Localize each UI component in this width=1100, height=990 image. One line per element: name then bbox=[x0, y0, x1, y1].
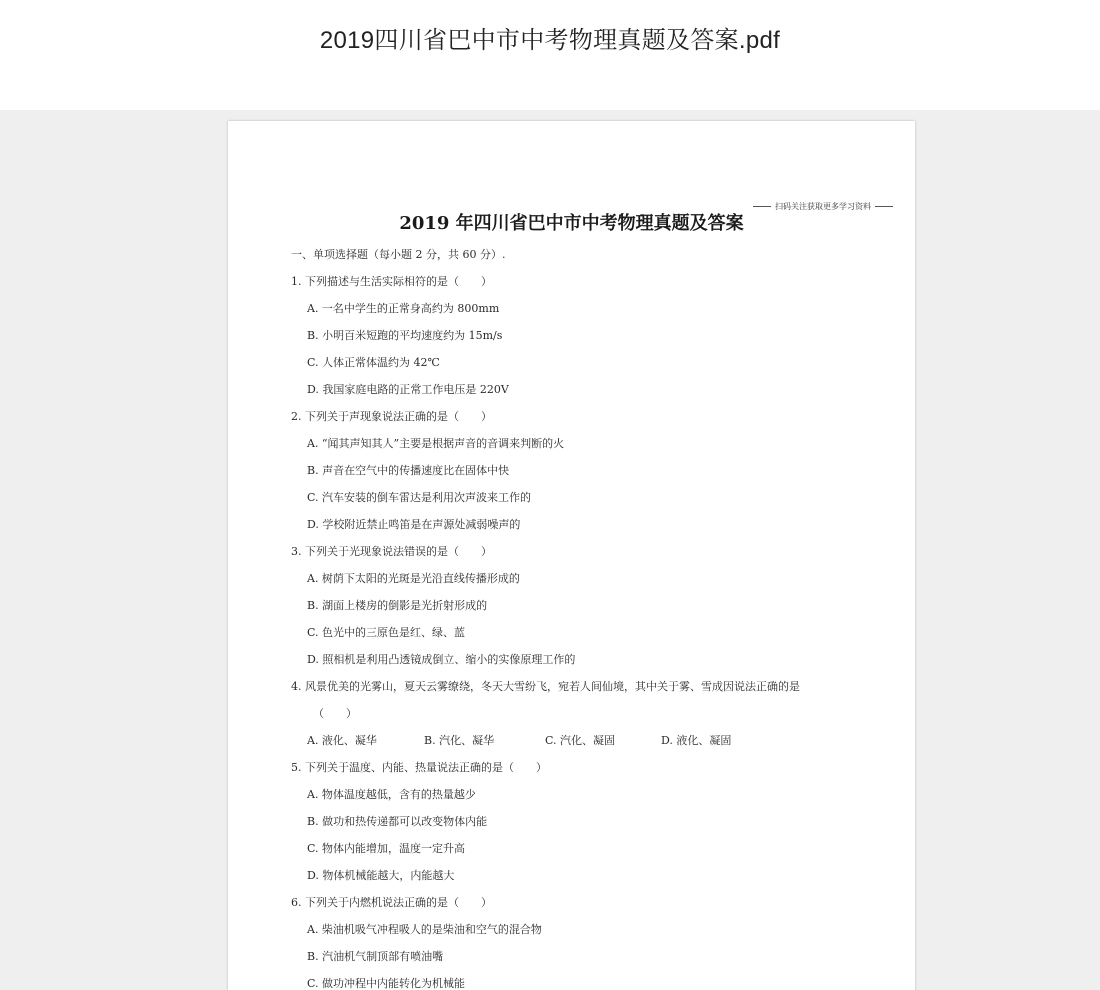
question-option: A. 一名中学生的正常身高约为 800mm bbox=[307, 302, 500, 315]
question-option: B. 小明百米短跑的平均速度约为 15m/s bbox=[307, 329, 503, 342]
question-option: A. 液化、凝华 bbox=[307, 734, 377, 747]
question-stem-continuation: （ ） bbox=[313, 707, 357, 720]
document-file-title: 2019四川省巴中市中考物理真题及答案.pdf bbox=[319, 27, 781, 54]
question-option: D. 我国家庭电路的正常工作电压是 220V bbox=[307, 383, 509, 396]
question-option: A. 物体温度越低，含有的热量越少 bbox=[307, 788, 476, 801]
question-option-row bbox=[307, 732, 731, 748]
question-option: B. 湖面上楼房的倒影是光折射形成的 bbox=[307, 599, 488, 612]
question-option: B. 汽油机气制顶部有喷油嘴 bbox=[307, 950, 444, 963]
question-option: D. 照相机是利用凸透镜成倒立、缩小的实像原理工作的 bbox=[307, 653, 576, 666]
scan-note-text: 扫码关注获取更多学习资料 bbox=[775, 202, 871, 211]
question-stem: 6. 下列关于内燃机说法正确的是（ ） bbox=[291, 896, 492, 909]
divider bbox=[753, 206, 771, 207]
question-option: C. 色光中的三原色是红、绿、蓝 bbox=[307, 626, 466, 639]
pdf-page bbox=[228, 121, 915, 990]
question-stem: 4. 风景优美的光雾山，夏天云雾缭绕，冬天大雪纷飞，宛若人间仙境，其中关于雾、雪成因说法正确的是 bbox=[291, 680, 800, 693]
question-option: B. 做功和热传递都可以改变物体内能 bbox=[307, 815, 488, 828]
question-stem: 1. 下列描述与生活实际相符的是（ ） bbox=[291, 275, 492, 288]
section-heading: 一、单项选择题（每小题 2 分，共 60 分）. bbox=[291, 248, 506, 261]
question-option: B. 汽化、凝华 bbox=[424, 734, 495, 747]
question-option: B. 声音在空气中的传播速度比在固体中快 bbox=[307, 464, 510, 477]
question-option: C. 人体正常体温约为 42℃ bbox=[307, 356, 440, 369]
question-option: D. 液化、凝固 bbox=[661, 734, 732, 747]
paper-title: 2019 年四川省巴中市中考物理真题及答案 bbox=[399, 213, 744, 234]
question-option: D. 学校附近禁止鸣笛是在声源处减弱噪声的 bbox=[307, 518, 521, 531]
question-option: D. 物体机械能越大，内能越大 bbox=[307, 869, 455, 882]
question-option: C. 汽化、凝固 bbox=[545, 734, 616, 747]
question-option: C. 汽车安装的倒车雷达是利用次声波来工作的 bbox=[307, 491, 532, 504]
question-option: A. 树荫下太阳的光斑是光沿直线传播形成的 bbox=[307, 572, 520, 585]
question-stem: 5. 下列关于温度、内能、热量说法正确的是（ ） bbox=[291, 761, 547, 774]
viewer-header bbox=[0, 0, 1100, 110]
question-stem: 2. 下列关于声现象说法正确的是（ ） bbox=[291, 410, 492, 423]
question-option: C. 做功冲程中内能转化为机械能 bbox=[307, 977, 466, 990]
divider bbox=[875, 206, 893, 207]
question-option: A. 柴油机吸气冲程吸人的是柴油和空气的混合物 bbox=[307, 923, 542, 936]
question-option: A. “闻其声知其人”主要是根据声音的音调来判断的火 bbox=[307, 437, 565, 450]
question-stem: 3. 下列关于光现象说法错误的是（ ） bbox=[291, 545, 492, 558]
question-option: C. 物体内能增加，温度一定升高 bbox=[307, 842, 466, 855]
pdf-viewer-canvas[interactable] bbox=[0, 110, 1100, 990]
